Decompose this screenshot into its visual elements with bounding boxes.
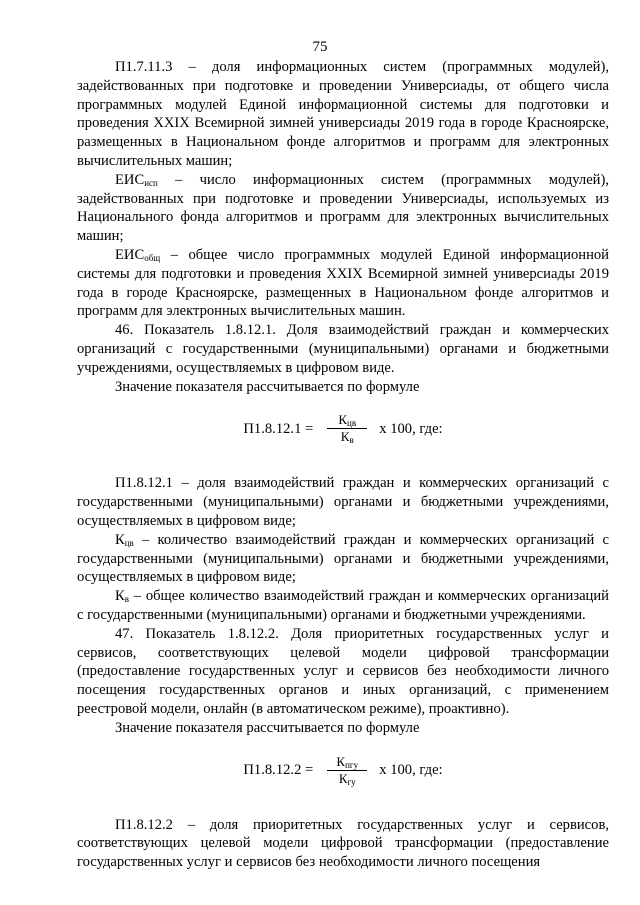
- page-number: 75: [312, 39, 328, 55]
- paragraph-eis-isp-definition: [77, 171, 609, 246]
- denominator-subscript: в: [349, 435, 354, 446]
- fraction-denominator: [337, 429, 358, 445]
- symbol-k: К: [115, 531, 125, 548]
- subscript-v: в: [124, 594, 129, 605]
- formula-p1-8-12-2: [77, 754, 609, 787]
- definition-text: – число информационных систем (программных модулей), задействованных при подготовке и проведении Универсиады, используемых из Национального фонда алгоритмов и программ для электронных вычислительных машин;: [77, 171, 609, 245]
- symbol-k: К: [115, 588, 125, 605]
- paragraph-p1-7-11-3-definition: П1.7.11.3 – доля информационных систем (программных модулей), задействованных при подготовке и проведении Универсиады, от общего числа программных модулей Единой информационной системы для подготовки и проведения XXIX Всемирной зимней универсиады 2019 года в городе Красноярске, размещенных в Национальном фонде алгоритмов и программ для электронных вычислительных машин;: [77, 59, 609, 169]
- definition-text: – количество взаимодействий граждан и коммерческих организаций с государственными (муниципальными) органами и бюджетными учреждениями, осуществляемых в цифровом виде;: [77, 531, 609, 586]
- subscript-cv: цв: [124, 537, 134, 548]
- paragraph-k-cv-definition: [77, 531, 609, 587]
- paragraph-formula-intro-2: Значение показателя рассчитывается по формуле: [115, 719, 420, 736]
- numerator-symbol: К: [338, 412, 348, 428]
- symbol-eis: ЕИС: [115, 171, 145, 188]
- paragraph-indicator-46: 46. Показатель 1.8.12.1. Доля взаимодействий граждан и коммерческих организаций с государственными (муниципальными) органами и бюджетными учреждениями, осуществляемых в цифровом виде.: [77, 322, 609, 376]
- paragraph-eis-obsh-definition: [77, 246, 609, 321]
- formula-2-block: [77, 748, 609, 804]
- formula-1-block: [77, 406, 609, 462]
- subscript-obsh: общ: [144, 252, 161, 263]
- denominator-subscript: гу: [347, 776, 356, 787]
- formula-p1-8-12-1: [77, 412, 609, 445]
- fraction-numerator: [332, 754, 362, 770]
- paragraph-indicator-47: 47. Показатель 1.8.12.2. Доля приоритетных государственных услуг и сервисов, соответствующих целевой модели цифровой трансформации (предоставление государственных услуг и сервисов без необходимости личного посещения государственных органов и иных организаций, с применением реестровой модели, онлайн (в автоматическом режиме), проактивно).: [77, 625, 609, 717]
- paragraph-p1-8-12-1-definition: П1.8.12.1 – доля взаимодействий граждан и коммерческих организаций с государственными (муниципальными) органами и бюджетными учреждениями, осуществляемых в цифровом виде;: [77, 475, 609, 529]
- formula-lhs: П1.8.12.1 =: [243, 420, 314, 437]
- paragraph-k-v-definition: [77, 587, 609, 625]
- formula-rhs: x 100, где:: [379, 762, 443, 778]
- fraction-denominator: [335, 771, 360, 787]
- subscript-isp: исп: [144, 177, 158, 188]
- formula-lhs: П1.8.12.2 =: [243, 762, 314, 778]
- formula-fraction: [327, 412, 367, 445]
- formula-fraction: [327, 754, 367, 787]
- paragraph-p1-8-12-2-definition: П1.8.12.2 – доля приоритетных государственных услуг и сервисов, соответствующих целевой модели цифровой трансформации (предоставление государственных услуг и сервисов без необходимости личного посещения: [77, 816, 609, 871]
- denominator-symbol: К: [338, 770, 348, 786]
- denominator-symbol: К: [340, 429, 350, 445]
- definition-text: – общее количество взаимодействий граждан и коммерческих организаций с государственными (муниципальными) органами и бюджетными учреждениями.: [77, 588, 609, 623]
- symbol-eis: ЕИС: [115, 246, 145, 263]
- paragraph-formula-intro-1: Значение показателя рассчитывается по формуле: [115, 378, 420, 395]
- numerator-symbol: К: [336, 753, 346, 769]
- numerator-subscript: цв: [347, 418, 357, 429]
- page-content: [77, 58, 609, 872]
- definition-text: – общее число программных модулей Единой информационной системы для подготовки и проведения XXIX Всемирной зимней универсиады 2019 года в городе Красноярске, размещенных в Национальном фонде алгоритмов и программ для электронных вычислительных машин.: [77, 246, 609, 320]
- fraction-numerator: [334, 412, 360, 428]
- formula-rhs: x 100, где:: [379, 420, 443, 437]
- numerator-subscript: пгу: [345, 759, 359, 770]
